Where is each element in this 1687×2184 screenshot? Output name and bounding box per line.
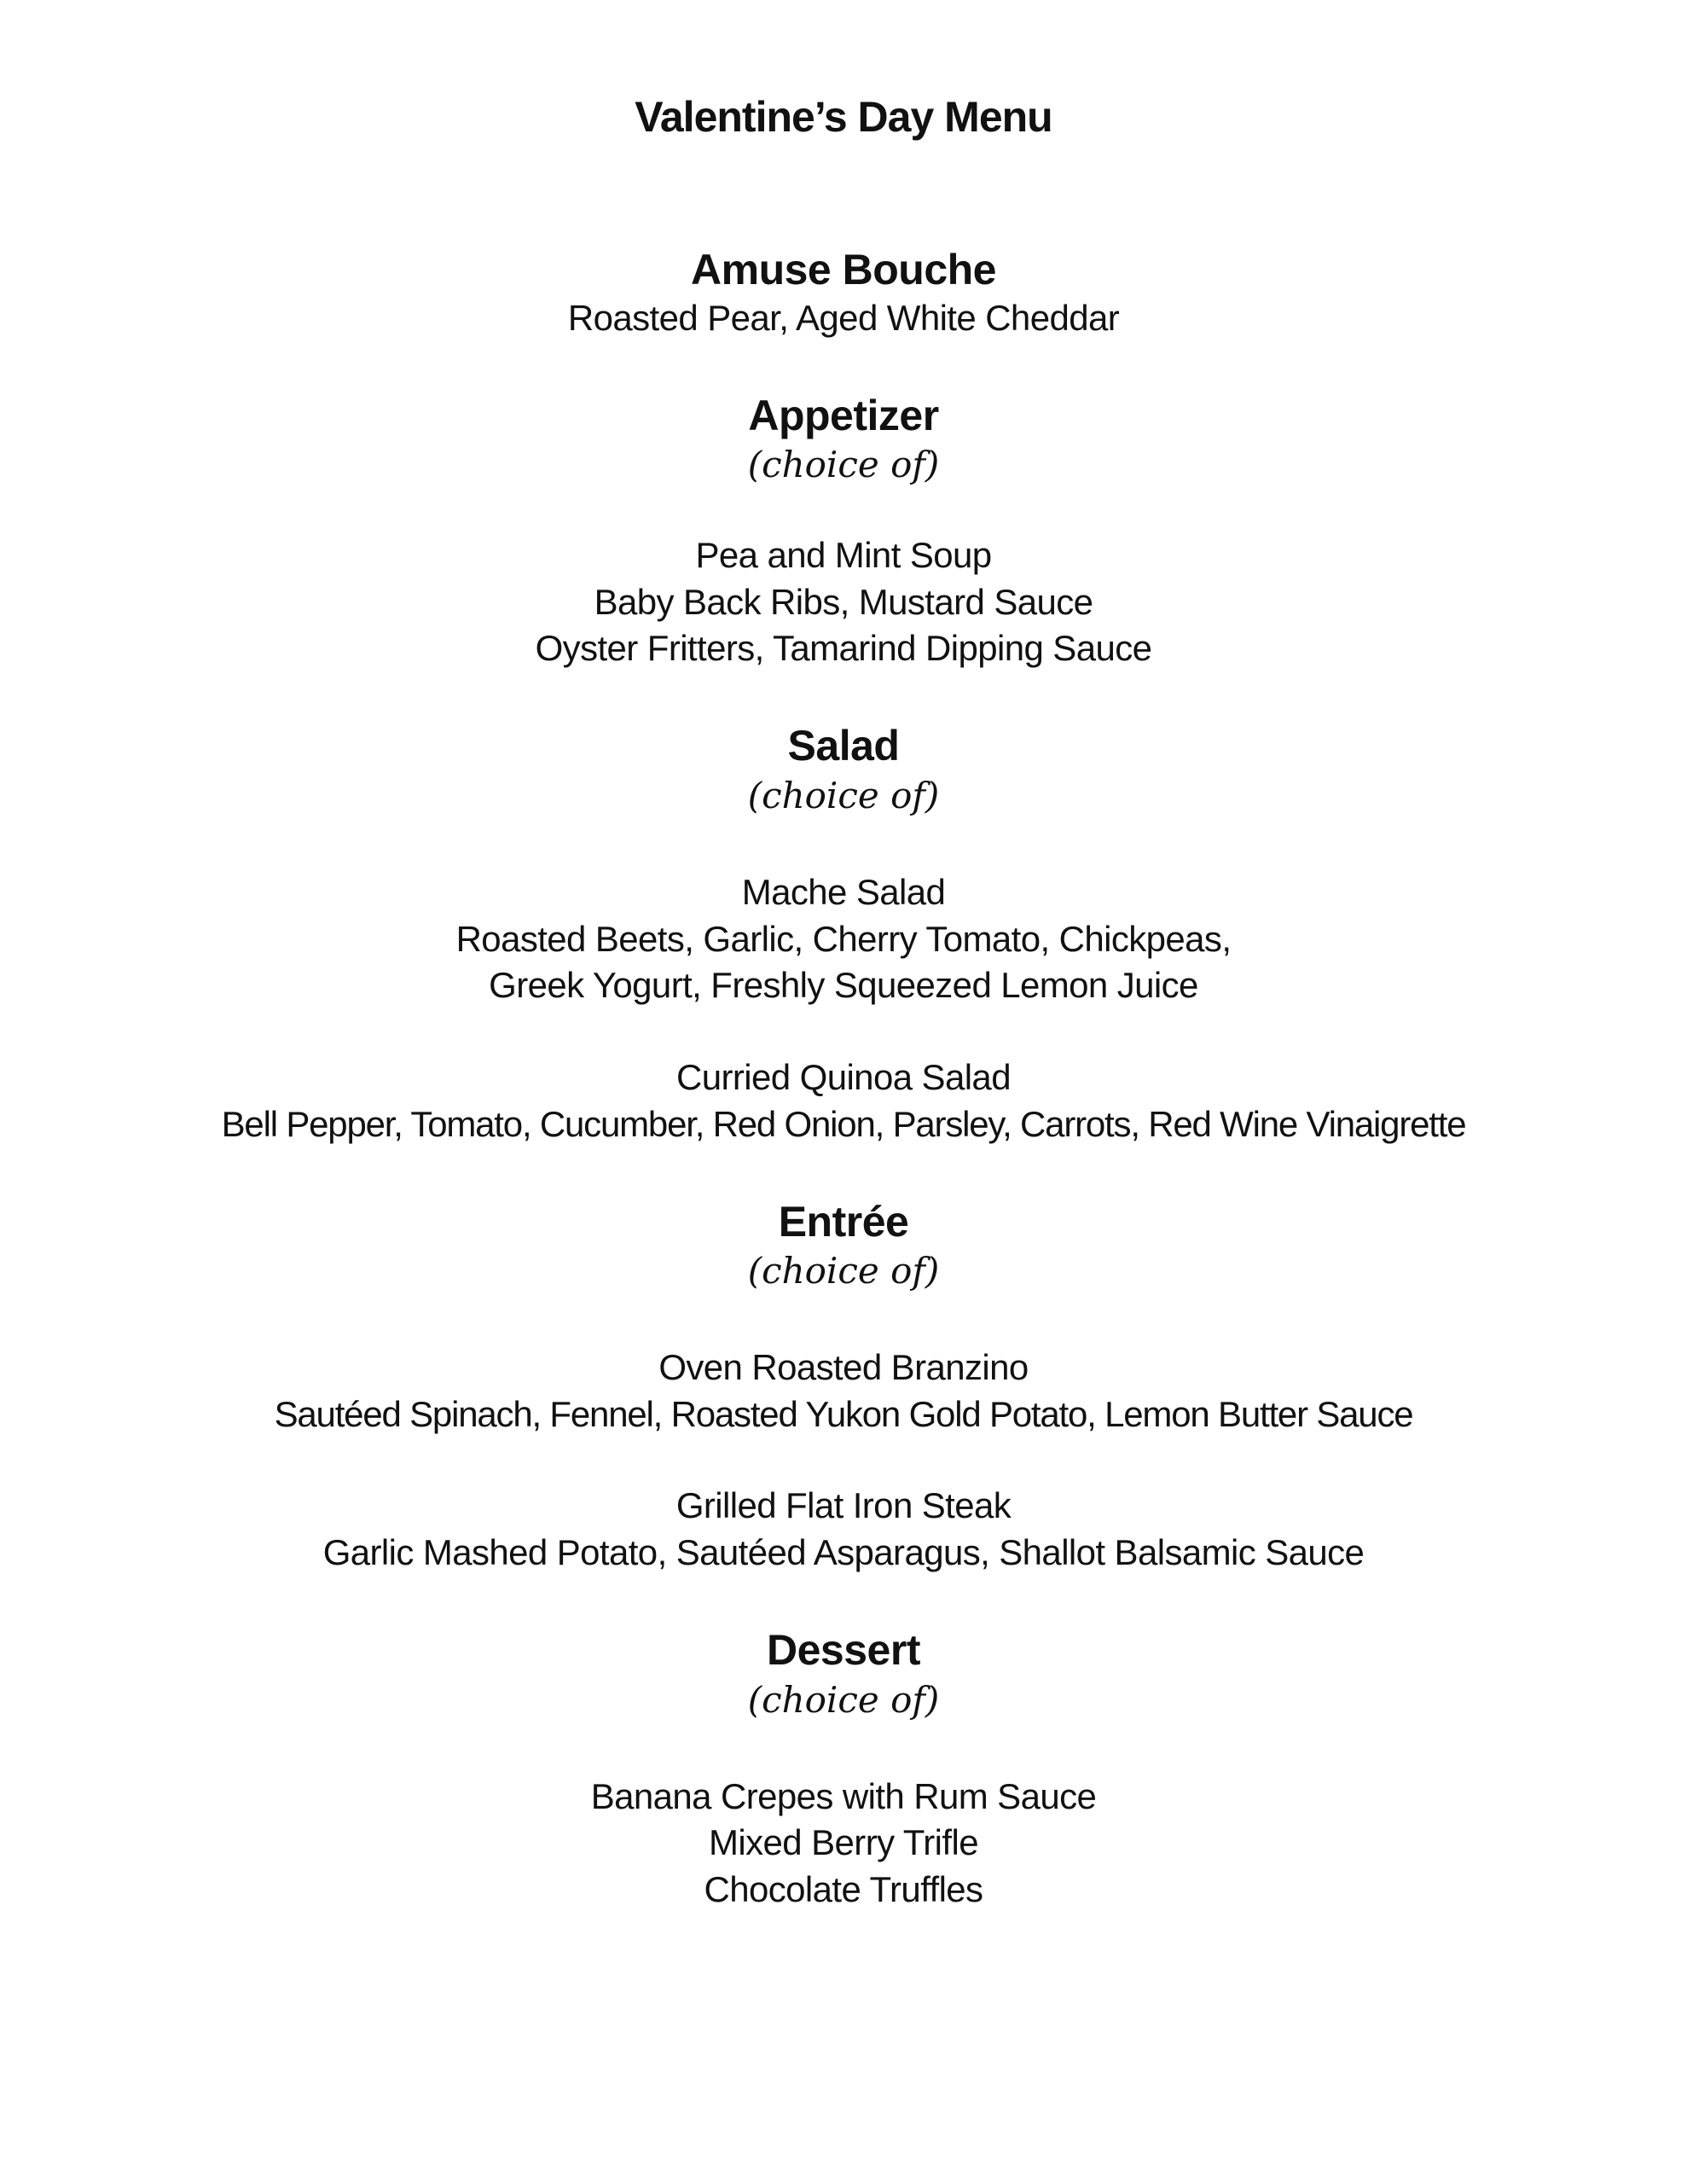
menu-item: Pea and Mint Soup [695, 535, 992, 575]
menu-item: Mache Salad [741, 872, 946, 912]
menu-item: Sautéed Spinach, Fennel, Roasted Yukon Gold Potato, Lemon Butter Sauce [274, 1394, 1413, 1434]
menu-item: Grilled Flat Iron Steak [675, 1485, 1012, 1525]
section-heading: Salad [787, 722, 900, 770]
menu-item: Oyster Fritters, Tamarind Dipping Sauce [535, 628, 1152, 668]
page-title: Valentine’s Day Menu [635, 93, 1052, 141]
menu-item: Curried Quinoa Salad [676, 1057, 1011, 1097]
section-heading: Appetizer [748, 392, 939, 439]
menu-item: Roasted Beets, Garlic, Cherry Tomato, Chickpeas, [455, 919, 1232, 959]
menu-item: Greek Yogurt, Freshly Squeezed Lemon Juice [489, 965, 1198, 1005]
menu-item: Oven Roasted Branzino [658, 1347, 1029, 1387]
choice-note: (choice of) [747, 1679, 940, 1721]
section-heading: Amuse Bouche [691, 246, 996, 293]
menu-item: Garlic Mashed Potato, Sautéed Asparagus, Shallot Balsamic Sauce [322, 1532, 1365, 1572]
menu-item: Roasted Pear, Aged White Cheddar [567, 298, 1120, 338]
choice-note: (choice of) [747, 1250, 940, 1292]
menu-item: Banana Crepes with Rum Sauce [590, 1776, 1097, 1816]
menu-item: Chocolate Truffles [704, 1869, 983, 1909]
menu-item: Baby Back Ribs, Mustard Sauce [594, 582, 1093, 622]
menu-item: Bell Pepper, Tomato, Cucumber, Red Onion, Parsley, Carrots, Red Wine Vinaigrette [221, 1104, 1466, 1144]
section-heading: Entrée [778, 1198, 909, 1246]
choice-note: (choice of) [747, 444, 940, 485]
choice-note: (choice of) [747, 775, 940, 816]
menu-item: Mixed Berry Trifle [709, 1822, 978, 1862]
section-heading: Dessert [767, 1626, 920, 1674]
